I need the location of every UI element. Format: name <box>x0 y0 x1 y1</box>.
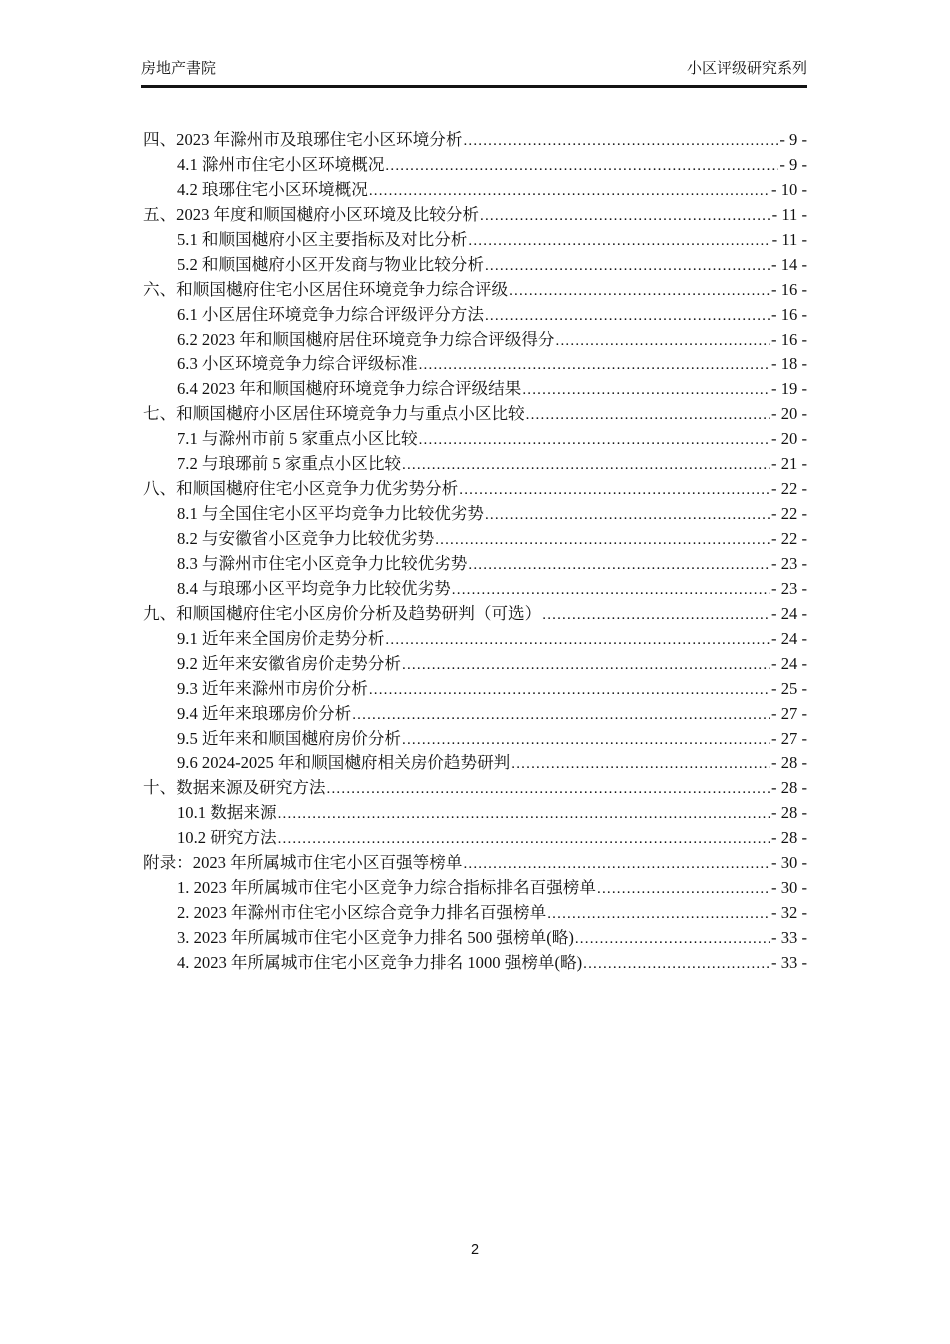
toc-entry <box>143 377 807 402</box>
toc-entry-title: 九、和顺国樾府住宅小区房价分析及趋势研判（可选） <box>143 603 542 623</box>
toc-entry <box>143 627 807 652</box>
toc-entry-title: 9.5 近年来和顺国樾府房价分析 <box>177 728 402 748</box>
toc-entry <box>143 502 807 527</box>
dot-leader <box>480 203 771 228</box>
dot-leader <box>278 826 770 851</box>
toc-entry-page: - 16 - <box>771 279 807 299</box>
toc-entry-title: 五、2023 年度和顺国樾府小区环境及比较分析 <box>143 204 480 224</box>
table-of-contents <box>143 128 807 976</box>
toc-entry-page: - 20 - <box>771 404 807 424</box>
toc-entry-title: 八、和顺国樾府住宅小区竞争力优劣势分析 <box>143 479 459 499</box>
dot-leader <box>419 427 770 452</box>
dot-leader <box>485 253 770 278</box>
toc-entry-title: 四、2023 年滁州市及琅琊住宅小区环境分析 <box>143 130 463 149</box>
toc-entry <box>143 352 807 377</box>
page-footer <box>143 1242 807 1258</box>
dot-leader <box>485 303 770 328</box>
toc-entry <box>143 228 807 253</box>
dot-leader <box>385 153 778 178</box>
toc-entry-title: 9.1 近年来全国房价走势分析 <box>177 628 385 648</box>
dot-leader <box>369 178 770 203</box>
toc-entry-title: 5.1 和顺国樾府小区主要指标及对比分析 <box>177 229 468 249</box>
toc-entry <box>143 602 807 627</box>
dot-leader <box>542 602 770 627</box>
dot-leader <box>463 128 778 153</box>
dot-leader <box>468 552 770 577</box>
toc-entry <box>143 178 807 203</box>
dot-leader <box>509 278 770 303</box>
dot-leader <box>511 751 770 776</box>
toc-entry <box>143 427 807 452</box>
dot-leader <box>583 951 770 976</box>
toc-entry-page: - 22 - <box>771 529 807 548</box>
toc-entry-title: 4.1 滁州市住宅小区环境概况 <box>177 154 385 174</box>
toc-entry-page: - 24 - <box>771 603 807 623</box>
dot-leader <box>459 477 770 502</box>
toc-entry-page: - 21 - <box>771 454 807 474</box>
toc-entry-page: - 30 - <box>771 853 807 873</box>
toc-entry-page: - 33 - <box>771 952 807 972</box>
toc-entry-page: - 32 - <box>771 903 807 923</box>
dot-leader <box>597 876 770 901</box>
toc-entry <box>143 328 807 353</box>
toc-entry-title: 5.2 和顺国樾府小区开发商与物业比较分析 <box>177 254 484 274</box>
toc-entry-page: - 11 - <box>771 204 807 224</box>
toc-entry-title: 7.2 与琅琊前 5 家重点小区比较 <box>177 454 402 474</box>
toc-entry <box>143 477 807 502</box>
toc-entry-title: 十、数据来源及研究方法 <box>143 778 326 798</box>
toc-entry <box>143 527 807 552</box>
dot-leader <box>526 402 770 427</box>
toc-entry <box>143 901 807 926</box>
toc-entry <box>143 203 807 228</box>
dot-leader <box>556 328 771 353</box>
toc-entry-title: 4.2 琅琊住宅小区环境概况 <box>177 179 368 199</box>
toc-entry-title: 9.6 2024-2025 年和顺国樾府相关房价趋势研判 <box>177 753 511 773</box>
dot-leader <box>327 776 771 801</box>
toc-entry <box>143 452 807 477</box>
toc-entry-page: - 16 - <box>771 304 807 324</box>
dot-leader <box>485 502 770 527</box>
toc-entry-title: 8.4 与琅琊小区平均竞争力比较优劣势 <box>177 578 451 598</box>
toc-entry-title: 6.2 2023 年和顺国樾府居住环境竞争力综合评级得分 <box>177 329 555 349</box>
toc-entry <box>143 128 807 153</box>
toc-entry <box>143 153 807 178</box>
dot-leader <box>402 727 770 752</box>
toc-entry-page: - 28 - <box>771 803 807 823</box>
toc-entry <box>143 851 807 876</box>
dot-leader <box>402 652 770 677</box>
toc-entry-title: 六、和顺国樾府住宅小区居住环境竞争力综合评级 <box>143 279 509 299</box>
toc-entry <box>143 751 807 776</box>
dot-leader <box>369 677 770 702</box>
toc-entry-page: - 28 - <box>771 753 807 773</box>
toc-entry <box>143 577 807 602</box>
page-header <box>141 58 807 88</box>
page-number: 2 <box>470 1242 480 1258</box>
toc-entry-page: - 23 - <box>771 578 807 598</box>
toc-entry-title: 7.1 与滁州市前 5 家重点小区比较 <box>177 429 418 449</box>
toc-entry <box>143 303 807 328</box>
toc-entry-page: - 28 - <box>771 828 807 848</box>
toc-entry <box>143 801 807 826</box>
toc-entry-page: - 14 - <box>771 254 807 274</box>
toc-entry-title: 3. 2023 年所属城市住宅小区竞争力排名 500 强榜单(略) <box>177 928 574 947</box>
toc-entry-title: 4. 2023 年所属城市住宅小区竞争力排名 1000 强榜单(略) <box>177 952 583 972</box>
toc-entry-title: 9.2 近年来安徽省房价走势分析 <box>177 653 402 673</box>
toc-entry-title: 8.1 与全国住宅小区平均竞争力比较优劣势 <box>177 504 484 524</box>
toc-entry-title: 8.2 与安徽省小区竞争力比较优劣势 <box>177 529 435 548</box>
dot-leader <box>522 377 770 402</box>
toc-entry <box>143 402 807 427</box>
toc-entry-page: - 9 - <box>779 130 807 149</box>
toc-entry <box>143 951 807 976</box>
toc-entry-page: - 23 - <box>771 553 807 573</box>
toc-entry-title: 10.2 研究方法 <box>177 828 277 848</box>
toc-entry-page: - 27 - <box>771 703 807 723</box>
toc-entry-page: - 22 - <box>771 504 807 524</box>
toc-entry-title: 1. 2023 年所属城市住宅小区竞争力综合指标排名百强榜单 <box>177 878 596 898</box>
toc-entry-title: 9.4 近年来琅琊房价分析 <box>177 703 352 723</box>
dot-leader <box>435 527 770 552</box>
header-left-text: 房地产書院 <box>141 60 217 77</box>
toc-entry-page: - 20 - <box>771 429 807 449</box>
toc-entry <box>143 652 807 677</box>
dot-leader <box>452 577 770 602</box>
toc-entry <box>143 826 807 851</box>
toc-entry-title: 6.1 小区居住环境竞争力综合评级评分方法 <box>177 304 484 324</box>
toc-entry-page: - 18 - <box>771 354 807 374</box>
dot-leader <box>385 627 770 652</box>
toc-entry-page: - 22 - <box>771 479 807 499</box>
toc-entry <box>143 278 807 303</box>
toc-entry-page: - 9 - <box>779 154 807 174</box>
toc-entry <box>143 776 807 801</box>
toc-entry-page: - 25 - <box>771 678 807 698</box>
dot-leader <box>575 926 770 951</box>
toc-entry <box>143 876 807 901</box>
toc-entry-page: - 30 - <box>771 878 807 898</box>
dot-leader <box>463 851 770 876</box>
dot-leader <box>419 352 770 377</box>
dot-leader <box>468 228 770 253</box>
toc-entry-page: - 16 - <box>771 329 807 349</box>
toc-entry <box>143 253 807 278</box>
toc-entry <box>143 702 807 727</box>
toc-entry-title: 2. 2023 年滁州市住宅小区综合竞争力排名百强榜单 <box>177 903 547 923</box>
toc-entry <box>143 727 807 752</box>
toc-entry-title: 10.1 数据来源 <box>177 803 277 823</box>
toc-entry <box>143 677 807 702</box>
toc-entry-page: - 11 - <box>771 229 807 249</box>
toc-entry-title: 8.3 与滁州市住宅小区竞争力比较优劣势 <box>177 553 468 573</box>
toc-entry-page: - 24 - <box>771 628 807 648</box>
toc-entry-page: - 27 - <box>771 728 807 748</box>
toc-entry-page: - 10 - <box>771 179 807 199</box>
toc-entry-page: - 24 - <box>771 653 807 673</box>
toc-entry-title: 6.4 2023 年和顺国樾府环境竞争力综合评级结果 <box>177 379 522 399</box>
dot-leader <box>352 702 770 727</box>
dot-leader <box>278 801 770 826</box>
toc-entry-title: 6.3 小区环境竞争力综合评级标准 <box>177 354 418 374</box>
toc-entry-title: 附录：2023 年所属城市住宅小区百强等榜单 <box>143 853 463 873</box>
toc-entry <box>143 552 807 577</box>
toc-entry-page: - 33 - <box>771 928 807 947</box>
dot-leader <box>547 901 770 926</box>
toc-entry-page: - 28 - <box>771 778 807 798</box>
toc-entry-title: 七、和顺国樾府小区居住环境竞争力与重点小区比较 <box>143 404 525 424</box>
header-right-text: 小区评级研究系列 <box>686 60 807 77</box>
toc-entry-title: 9.3 近年来滁州市房价分析 <box>177 678 368 698</box>
toc-entry-page: - 19 - <box>771 379 807 399</box>
toc-entry <box>143 926 807 951</box>
dot-leader <box>402 452 770 477</box>
